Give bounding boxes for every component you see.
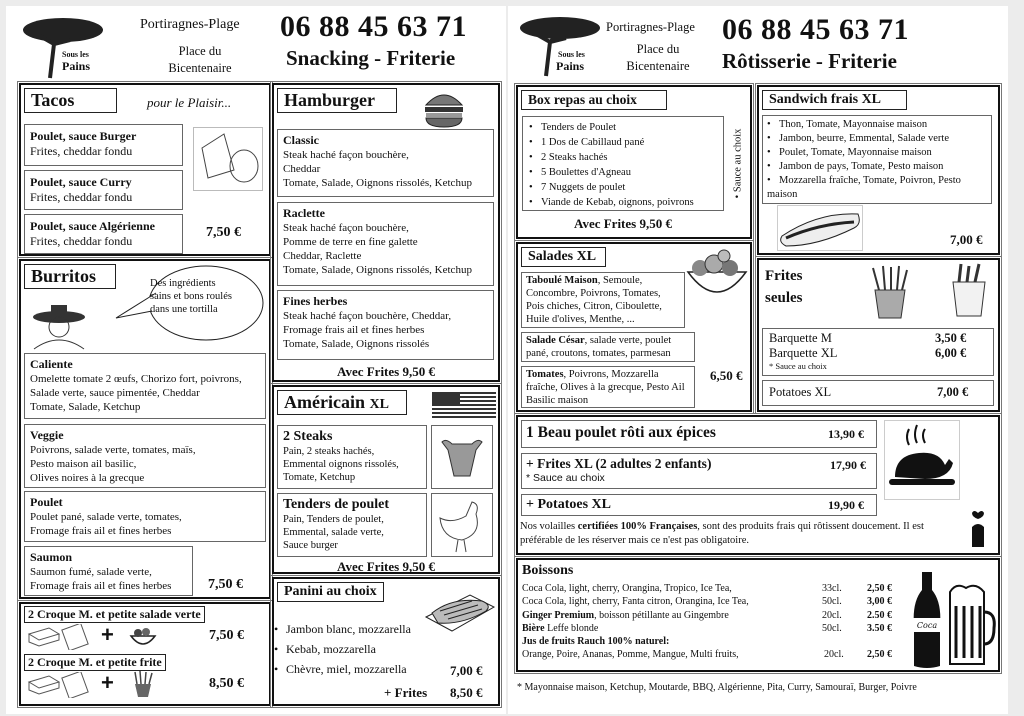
americain-item: Tenders de poulet Pain, Tenders de poulet, Emmental, salade verte, Sauce burger [277,493,427,557]
box-title: Box repas au choix [521,90,667,110]
panini-item: • Jambon blanc, mozzarella [274,619,411,639]
sandwich-item: • Poulet, Tomate, Mayonnaise maison [767,146,987,160]
sandwich-list-frame [762,115,992,204]
burrito-item: Caliente Omelette tomate 2 œufs, Chorizo fort, poivrons, Salade verte, sauce pimentée, Cheddar Tomate, Salade, Ketchup [24,353,266,419]
panini-icon [422,591,498,637]
section-box-repas [516,85,752,239]
section-sandwich [757,85,1000,255]
poulet-row: + Frites XL (2 adultes 2 enfants) * Sauce au choix 17,90 € [521,453,877,489]
salad-bowl-icon [129,624,157,648]
logo-line1: Sous les [62,50,89,59]
burrito-item: Veggie Poivrons, salade verte, tomates, maïs, Pesto maison ail basilic, Olives noires à la grecque [24,424,266,488]
address-line1: Place du [178,44,222,58]
burger-item: Fines herbes Steak haché façon bouchère, Cheddar, Fromage frais ail et fines herbes Tomate, Salade, Oignons rissolés [277,290,494,360]
tacos-item: Poulet, sauce Curry Frites, cheddar fondu [24,170,183,210]
sandwich-item: • Mozzarella fraîche, Tomate, Poivron, Pesto maison [767,174,987,202]
heart-hand-icon [966,509,990,549]
burritos-bubble-text: Des ingrédients sains et bons roulés dans une tortilla [150,278,232,315]
baguette-icon [778,206,862,250]
section-hamburger [272,83,500,382]
tacos-item: Poulet, sauce Burger Frites, cheddar fondu [24,124,183,166]
tacos-tagline: pour le Plaisir... [147,95,232,110]
sandwich-item: • Jambon de pays, Tomate, Pesto maison [767,160,987,174]
section-americain [272,385,500,574]
address-line2: Bicentenaire [626,59,690,73]
americain-footer: Avec Frites 9,50 € [337,559,435,574]
svg-text:Coca: Coca [916,621,938,630]
roast-chicken-icon [885,421,959,499]
burrito-item: Poulet Poulet pané, salade verte, tomates, Fromage frais ail et fines herbes [24,491,266,542]
section-panini [272,577,500,706]
box-footer: Avec Frites 9,50 € [574,216,672,231]
plus-icon: + [101,622,114,647]
salade-item: Tomates, Poivrons, Mozzarella fraîche, Olives à la grecque, Pesto Ail Basilic maison [521,366,695,408]
sandwich-list [767,118,987,202]
tacos-image [193,127,263,191]
panini-frites-price: 8,50 € [450,685,483,700]
town-name: Portiragnes-Plage [606,20,695,34]
americain-title: Américain XL [277,390,407,415]
chicken-icon [432,494,492,556]
fries-cup-icon [867,264,913,320]
boisson-row: Coca Cola, light, cherry, Fanta citron, Orangina, Ice Tea, 50cl. 3,00 € [522,596,892,608]
header-right [508,6,1008,82]
boissons-list [522,582,894,662]
cow-head-icon [432,426,492,488]
boisson-row: Jus de fruits Rauch 100% naturel: [522,636,670,648]
phone-number[interactable]: 06 88 45 63 71 [280,10,467,43]
fries-icon [131,670,155,698]
town-name: Portiragnes-Plage [140,17,240,32]
salades-price: 6,50 € [710,368,743,383]
subtitle: Rôtisserie - Friterie [722,49,897,73]
box-side-note: • Sauce au choix [732,128,744,199]
box-item: • Viande de Kebab, oignons, poivrons [529,195,717,210]
cow-image [431,425,493,489]
tacos-item: Poulet, sauce Algérienne Frites, cheddar fondu [24,214,183,254]
salad-bowl-image [684,246,750,306]
croque-sandwich-icon [27,672,91,698]
croque-salade-label: 2 Croque M. et petite salade verte [24,606,205,623]
burger-item: Classic Steak haché façon bouchère, Cheddar Tomate, Salade, Oignons rissolés, Ketchup [277,129,494,197]
hamburger-footer: Avec Frites 9,50 € [337,364,435,379]
sandwich-image [777,205,863,251]
section-salades [516,242,752,412]
panini-list [274,619,411,679]
burritos-title: Burritos [24,264,116,289]
salade-item: Salade César, salade verte, poulet pané, croutons, tomates, parmesan [521,332,695,362]
croque-salade-price: 7,50 € [209,628,244,643]
salade-item: Taboulé Maison, Semoule, Concombre, Poivrons, Tomates, Pois chiches, Citron, Ciboulette, Huile d'olives, Menthe, ... [521,272,685,328]
tacos-price: 7,50 € [206,225,241,240]
subtitle: Snacking - Friterie [286,46,456,70]
section-croque [19,602,271,706]
sandwich-price: 7,00 € [950,232,983,247]
sauces-footer: * Mayonnaise maison, Ketchup, Moutarde, BBQ, Algérienne, Pita, Curry, Samouraï, Burger, Poivre [517,682,917,693]
beer-mug-icon [946,582,996,668]
croque-frite-price: 8,50 € [209,676,244,691]
croque-sandwich-icon [27,624,91,650]
header-left [6,6,506,82]
sandwich-item: • Jambon, beurre, Emmental, Salade verte [767,132,987,146]
box-item: • 7 Nuggets de poulet [529,180,717,195]
croque-frite-label: 2 Croque M. et petite frite [24,654,166,671]
box-list [529,120,717,210]
logo-line2: Pains [62,59,91,73]
cola-bottle-icon [910,570,944,670]
boissons-title: Boissons [522,563,574,578]
address-line2: Bicentenaire [168,61,232,75]
fries-box-icon [949,262,989,318]
address-line1: Place du [636,42,680,56]
section-tacos [19,83,271,256]
poulet-notice: Nos volailles certifiées 100% Françaises, sont des produits frais qui rôtissent doucement. Il est préférable de les réserver mais ce n'est pas obligatoire. [520,521,924,546]
salades-title: Salades XL [521,247,606,267]
mexican-man-icon [29,301,89,351]
panini-title: Panini au choix [277,582,384,602]
hamburger-title: Hamburger [277,88,397,113]
chicken-image [431,493,493,557]
box-item: • Tenders de Poulet [529,120,717,135]
boisson-row: Coca Cola, light, cherry, Orangina, Tropico, Ice Tea, 33cl. 2,50 € [522,583,892,594]
box-item: • 2 Steaks hachés [529,150,717,165]
tacos-title: Tacos [24,88,117,113]
burritos-price: 7,50 € [208,577,243,592]
burger-icon [422,87,466,129]
burger-item: Raclette Steak haché façon bouchère, Pomme de terre en fine galette Cheddar, Raclette Tomate, Salade, Oignons rissolés, Ketchup [277,202,494,286]
poulet-row: 1 Beau poulet rôti aux épices 13,90 € [521,420,877,448]
americain-item: 2 Steaks Pain, 2 steaks hachés, Emmental oignons rissolés, Tomate, Ketchup [277,425,427,489]
tacos-icon [194,128,262,190]
panini-frites-label: + Frites [384,685,428,700]
box-list-frame [522,116,724,211]
plus-icon: + [101,670,114,695]
menu-page-right [508,6,1008,714]
logo-line1: Sous les [558,50,585,59]
menu-page-left [6,6,506,714]
boisson-row: Ginger Premium, boisson pétillante au Gingembre 20cl. 2.50 € [522,609,892,621]
section-frites [757,258,1000,412]
frites-title-line2: seules [765,290,803,306]
poulet-row: + Potatoes XL 19,90 € [521,494,877,516]
frites-title-line1: Frites [765,268,803,284]
sandwich-item: • Thon, Tomate, Mayonnaise maison [767,118,987,132]
boisson-row: Orange, Poire, Ananas, Pomme, Mangue, Multi fruits, 20cl. 2,50 € [522,649,892,661]
burrito-item: Saumon Saumon fumé, salade verte, Fromage frais ail et fines herbes [24,546,193,596]
section-poulet-roti [516,415,1000,555]
boisson-row: Bière Leffe blonde 50cl. 3.50 € [522,622,892,634]
panini-price: 7,00 € [450,663,483,678]
frites-potatoes: Potatoes XL 7,00 € [762,380,994,406]
sandwich-title: Sandwich frais XL [762,90,907,110]
phone-number[interactable]: 06 88 45 63 71 [722,13,909,46]
section-burritos [19,259,271,599]
box-item: • 5 Boulettes d'Agneau [529,165,717,180]
panini-item: • Chèvre, miel, mozzarella [274,659,411,679]
roast-chicken-image [884,420,960,500]
us-flag-icon [432,392,496,418]
frites-barquettes: Barquette M Barquette XL * Sauce au choix 3,50 € 6,00 € [762,328,994,376]
logo-line2: Pains [556,59,585,73]
section-boissons [516,558,1000,672]
panini-item: • Kebab, mozzarella [274,639,411,659]
box-item: • 1 Dos de Cabillaud pané [529,135,717,150]
